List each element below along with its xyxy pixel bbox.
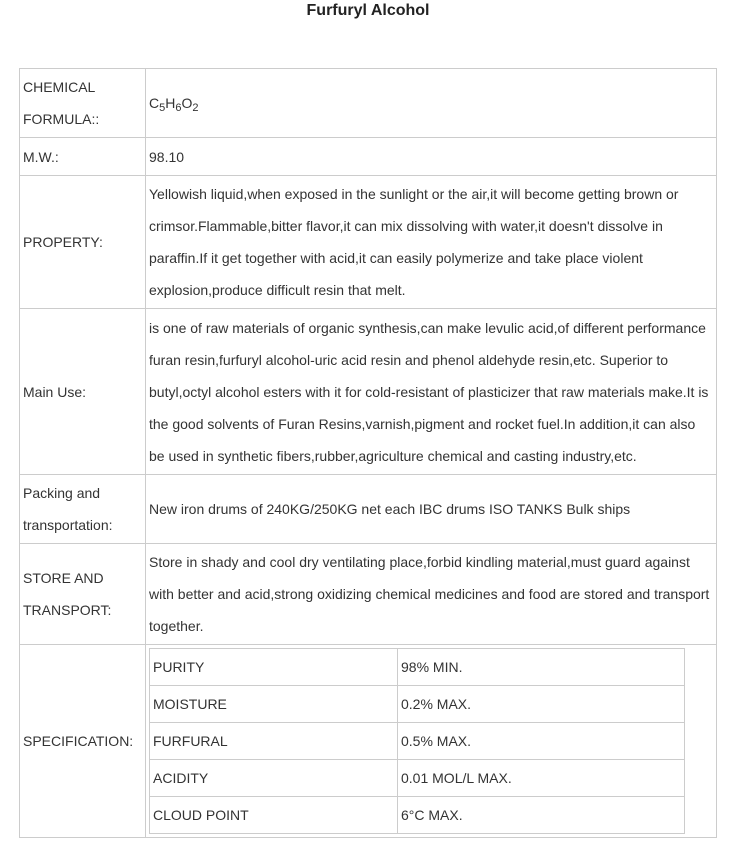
table-row-property [20, 176, 717, 309]
product-info-table [19, 68, 717, 838]
spec-name: PURITY [150, 649, 398, 686]
specification-value [146, 645, 717, 838]
mw-value: 98.10 [146, 138, 717, 176]
spec-value: 0.01 MOL/L MAX. [398, 760, 685, 797]
page-title: Furfuryl Alcohol [306, 2, 430, 19]
property-value: Yellowish liquid,when exposed in the sunlight or the air,it will become getting brown or crimsor.Flammable,bitter flavor,it can mix dissolving with water,it doesn't dissolve in paraffin.If it get together with acid,it can easily polymerize and take place violent explosion,produce difficult resin that melt. [146, 176, 717, 309]
table-row-formula [20, 69, 717, 138]
table-row-specification [20, 645, 717, 838]
spec-name: ACIDITY [150, 760, 398, 797]
formula-c-sub: 5 [159, 102, 166, 114]
spec-name: CLOUD POINT [150, 797, 398, 834]
packing-label: Packing and transportation: [20, 475, 146, 544]
formula-h: H [165, 95, 176, 111]
store-label: STORE AND TRANSPORT: [20, 544, 146, 645]
formula-label: CHEMICAL FORMULA:: [20, 69, 146, 138]
spec-name: FURFURAL [150, 723, 398, 760]
packing-value: New iron drums of 240KG/250KG net each IBC drums ISO TANKS Bulk ships [146, 475, 717, 544]
specification-table [149, 648, 685, 834]
table-row-packing [20, 475, 717, 544]
spec-row [150, 797, 685, 834]
main-use-value: is one of raw materials of organic synthesis,can make levulic acid,of different performance furan resin,furfuryl alcohol-uric acid resin and phenol aldehyde resin,etc. Superior to butyl,octyl alcohol esters with it for cold-resistant of plasticizer that raw materials make.It is the good solvents of Furan Resins,varnish,pigment and rocket fuel.In addition,it can also be used in synthetic fibers,rubber,agriculture chemical and casting industry,etc. [146, 309, 717, 475]
spec-row [150, 686, 685, 723]
spec-value: 6°C MAX. [398, 797, 685, 834]
formula-o: O [181, 95, 193, 111]
table-row-main-use [20, 309, 717, 475]
spec-value: 0.2% MAX. [398, 686, 685, 723]
table-row-store [20, 544, 717, 645]
formula-c: C [149, 95, 160, 111]
spec-row [150, 649, 685, 686]
store-value: Store in shady and cool dry ventilating place,forbid kindling material,must guard against with better and acid,strong oxidizing chemical medicines and food are stored and transport together. [146, 544, 717, 645]
spec-value: 98% MIN. [398, 649, 685, 686]
table-row-mw [20, 138, 717, 176]
main-use-label: Main Use: [20, 309, 146, 475]
property-label: PROPERTY: [20, 176, 146, 309]
formula-h-sub: 6 [175, 102, 182, 114]
spec-row [150, 760, 685, 797]
spec-value: 0.5% MAX. [398, 723, 685, 760]
spec-row [150, 723, 685, 760]
formula-o-sub: 2 [192, 102, 199, 114]
mw-label: M.W.: [20, 138, 146, 176]
formula-value [146, 69, 717, 138]
specification-label: SPECIFICATION: [20, 645, 146, 838]
spec-name: MOISTURE [150, 686, 398, 723]
